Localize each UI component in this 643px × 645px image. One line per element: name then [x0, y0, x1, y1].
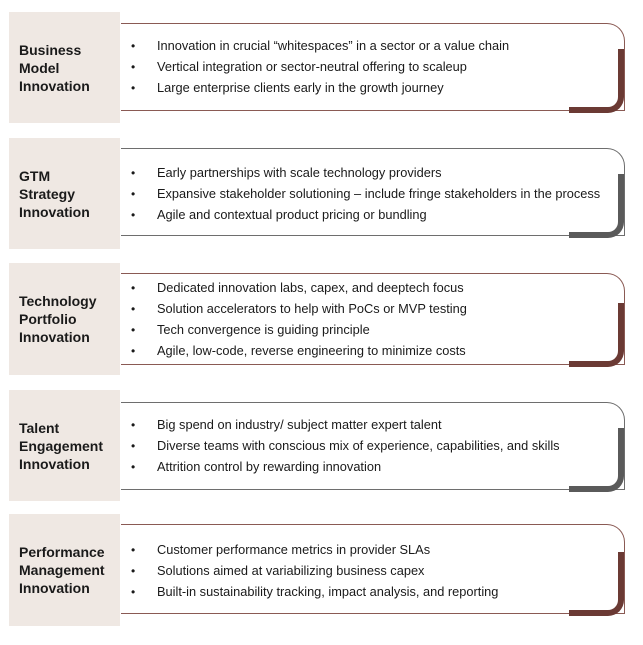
label-box [9, 138, 120, 249]
corner-bracket-accent [569, 428, 624, 492]
bullet-icon: • [131, 187, 136, 201]
bullet-icon: • [131, 81, 136, 95]
bullet-icon: • [131, 302, 136, 316]
bullet-icon: • [131, 543, 136, 557]
row-label: Technology Portfolio Innovation [19, 293, 97, 345]
row-label: Performance Management Innovation [19, 544, 105, 596]
corner-bracket-accent [569, 303, 624, 367]
bullet-icon: • [131, 281, 136, 295]
content-card: • Early partnerships with scale technology providers • Expansive stakeholder solutioning – include fringe stakeholders in the process • Agile and contextual product pricing or bundling [121, 148, 625, 236]
row-gtm-strategy [0, 138, 643, 249]
label-box [9, 263, 120, 375]
bullet-icon: • [131, 166, 136, 180]
bullet-icon: • [131, 208, 136, 222]
bullet-icon: • [131, 460, 136, 474]
row-label: Business Model Innovation [19, 41, 90, 94]
label-box [9, 390, 120, 501]
corner-bracket-accent [569, 174, 624, 238]
row-label: Talent Engagement Innovation [19, 419, 104, 472]
label-box [9, 514, 120, 626]
row-talent-engagement [0, 390, 643, 501]
label-box [9, 12, 120, 123]
row-business-model [0, 12, 643, 123]
bullet-icon: • [131, 439, 136, 453]
content-card: • Innovation in crucial “whitespaces” in a sector or a value chain • Vertical integration or sector-neutral offering to scaleup • Large enterprise clients early in the growth journey [121, 23, 625, 111]
bullet-icon: • [131, 585, 136, 599]
corner-bracket-accent [569, 552, 624, 616]
content-card: • Customer performance metrics in provider SLAs • Solutions aimed at variabilizing business capex • Built-in sustainability tracking, impact analysis, and reporting [121, 524, 625, 614]
content-card: • Big spend on industry/ subject matter expert talent • Diverse teams with conscious mix of experience, capabilities, and skills • Attrition control by rewarding innovation [121, 402, 625, 490]
row-technology-portfolio [0, 263, 643, 375]
row-label: GTM Strategy Innovation [19, 167, 90, 220]
corner-bracket-accent [569, 49, 624, 113]
bullet-icon: • [131, 323, 136, 337]
bullet-icon: • [131, 344, 136, 358]
row-performance-management [0, 514, 643, 626]
bullet-icon: • [131, 60, 136, 74]
content-card: • Dedicated innovation labs, capex, and deeptech focus • Solution accelerators to help with PoCs or MVP testing • Tech convergence is guiding principle • Agile, low-code, reverse engineering to minimize costs [121, 273, 625, 365]
bullet-icon: • [131, 418, 136, 432]
bullet-icon: • [131, 39, 136, 53]
bullet-icon: • [131, 564, 136, 578]
